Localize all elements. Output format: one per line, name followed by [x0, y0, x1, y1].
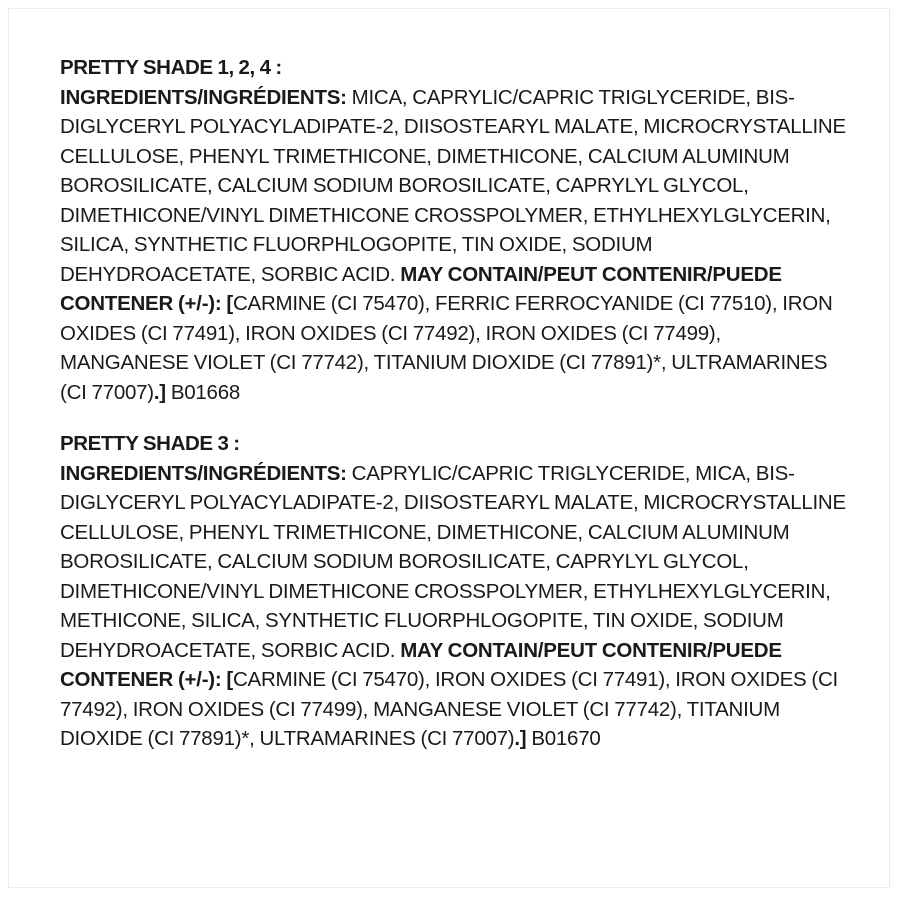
- ingredients-paragraph: [60, 83, 850, 408]
- may-contain-list: CARMINE (CI 75470), IRON OXIDES (CI 77491), IRON OXIDES (CI 77492), IRON OXIDES (CI 77499), MANGANESE VIOLET (CI 77742), TITANIUM DIOXIDE (CI 77891)*, ULTRAMARINES (CI 77007): [60, 668, 838, 750]
- ingredients-content: [60, 53, 850, 754]
- batch-code: B01668: [165, 380, 241, 404]
- section-title: PRETTY SHADE 3 :: [60, 432, 240, 455]
- section-title: PRETTY SHADE 1, 2, 4 :: [60, 56, 282, 79]
- ingredients-list: MICA, CAPRYLIC/CAPRIC TRIGLYCERIDE, BIS-DIGLYCERYL POLYACYLADIPATE-2, DIISOSTEARYL MALATE, MICROCRYSTALLINE CELLULOSE, PHENYL TRIMETHICONE, DIMETHICONE, CALCIUM ALUMINUM BOROSILICATE, CALCIUM SODIUM BOROSILICATE, CAPRYLYL GLYCOL, DIMETHICONE/VINYL DIMETHICONE CROSSPOLYMER, ETHYLHEXYLGLYCERIN, SILICA, SYNTHETIC FLUORPHLOGOPITE, TIN OXIDE, SODIUM DEHYDROACETATE, SORBIC ACID.: [60, 85, 846, 286]
- ingredients-label: INGREDIENTS/INGRÉDIENTS:: [60, 85, 347, 109]
- ingredients-paragraph: [60, 459, 850, 754]
- close-bracket: .]: [514, 727, 527, 750]
- open-bracket: [: [221, 292, 233, 315]
- ingredients-list: CAPRYLIC/CAPRIC TRIGLYCERIDE, MICA, BIS-DIGLYCERYL POLYACYLADIPATE-2, DIISOSTEARYL MALATE, MICROCRYSTALLINE CELLULOSE, PHENYL TRIMETHICONE, DIMETHICONE, CALCIUM ALUMINUM BOROSILICATE, CALCIUM SODIUM BOROSILICATE, CAPRYLYL GLYCOL, DIMETHICONE/VINYL DIMETHICONE CROSSPOLYMER, ETHYLHEXYLGLYCERIN, METHICONE, SILICA, SYNTHETIC FLUORPHLOGOPITE, TIN OXIDE, SODIUM DEHYDROACETATE, SORBIC ACID.: [60, 461, 846, 662]
- section-pretty-shade-3: [60, 429, 850, 754]
- may-contain-list: CARMINE (CI 75470), FERRIC FERROCYANIDE (CI 77510), IRON OXIDES (CI 77491), IRON OXIDES (CI 77492), IRON OXIDES (CI 77499), MANGANESE VIOLET (CI 77742), TITANIUM DIOXIDE (CI 77891)*, ULTRAMARINES (CI 77007): [60, 292, 833, 404]
- ingredients-panel: [8, 8, 890, 888]
- may-contain-label: MAY CONTAIN/PEUT CONTENIR/PUEDE CONTENER (+/-):: [60, 262, 782, 315]
- batch-code: B01670: [526, 727, 601, 750]
- may-contain-label: MAY CONTAIN/PEUT CONTENIR/PUEDE CONTENER (+/-):: [60, 638, 782, 691]
- open-bracket: [: [221, 668, 233, 691]
- section-pretty-shade-1-2-4: [60, 53, 850, 407]
- ingredients-label: INGREDIENTS/INGRÉDIENTS:: [60, 461, 347, 485]
- close-bracket: .]: [153, 380, 166, 404]
